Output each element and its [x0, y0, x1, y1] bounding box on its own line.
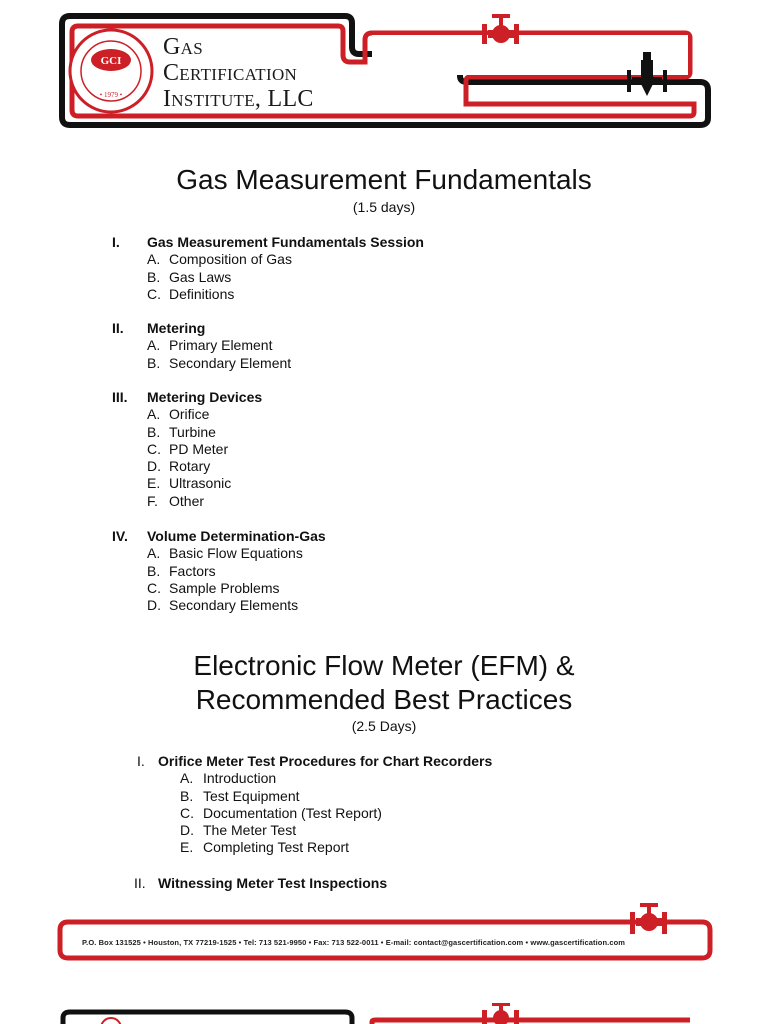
item-letter: D. [147, 597, 161, 614]
list-item: Composition of Gas [169, 251, 292, 268]
list-item: Sample Problems [169, 579, 280, 596]
footer-valve-icon [630, 903, 667, 934]
gci-seal-icon [70, 30, 152, 112]
company-name [163, 34, 314, 112]
footer-banner [0, 900, 768, 1024]
item-letter: B. [147, 354, 161, 371]
item-letter: E. [180, 839, 194, 856]
list-item: Secondary Elements [169, 597, 299, 614]
section-number: I. [112, 234, 120, 250]
course2-section-2 [134, 875, 387, 892]
course1-section-4 [112, 528, 326, 614]
course1-title: Gas Measurement Fundamentals [176, 164, 592, 195]
item-letter: A. [147, 545, 161, 562]
item-letter: C. [147, 440, 161, 457]
item-letter: D. [180, 822, 194, 839]
section-number: I. [137, 753, 145, 769]
list-item: Factors [169, 562, 216, 579]
course2-duration: (2.5 Days) [351, 718, 417, 734]
list-item: Primary Element [169, 337, 273, 354]
list-item: Gas Laws [169, 268, 232, 285]
item-letter: C. [147, 285, 161, 302]
item-letter: C. [180, 804, 194, 821]
section-title: Orifice Meter Test Procedures for Chart Recorders [158, 753, 493, 769]
item-letter: E. [147, 475, 161, 492]
item-letter: C. [147, 579, 161, 596]
item-letter: A. [147, 251, 161, 268]
list-item: Rotary [169, 458, 211, 475]
course2-title-line-1: Electronic Flow Meter (EFM) & [193, 650, 575, 681]
section-title: Witnessing Meter Test Inspections [158, 875, 388, 891]
item-letter: A. [147, 406, 161, 423]
course1-duration: (1.5 days) [352, 199, 416, 215]
section-title: Metering [147, 320, 206, 336]
list-item: Other [169, 492, 205, 509]
course1-section-2 [112, 320, 291, 372]
footer-contact: P.O. Box 131525 • Houston, TX 77219-1525 • Tel: 713 521-9950 • Fax: 713 522-0011 • E-mail: contact@gascertification.com • www.gascertification.com [82, 938, 626, 947]
list-item: Basic Flow Equations [169, 545, 303, 562]
section-number: II. [112, 320, 124, 336]
course2-section-1 [137, 753, 492, 857]
logo-line-2: Certification [163, 60, 298, 86]
section-number: IV. [112, 528, 128, 544]
svg-text:GCI: GCI [100, 55, 122, 67]
list-item: Secondary Element [169, 354, 292, 371]
list-item: Ultrasonic [169, 475, 232, 492]
item-letter: D. [147, 458, 161, 475]
list-item: PD Meter [169, 440, 229, 457]
item-letter: B. [147, 562, 161, 579]
section-title: Volume Determination-Gas [147, 528, 326, 544]
svg-text:• 1979 •: • 1979 • [99, 91, 123, 99]
list-item: Turbine [169, 423, 216, 440]
item-letter: A. [180, 770, 194, 787]
section-title: Gas Measurement Fundamentals Session [147, 234, 424, 250]
list-item: Completing Test Report [203, 839, 350, 856]
course1-section-3 [112, 389, 262, 510]
item-letter: B. [147, 268, 161, 285]
item-letter: B. [147, 423, 161, 440]
list-item: The Meter Test [203, 822, 297, 839]
logo-line-1: Gas [163, 34, 203, 60]
list-item: Test Equipment [203, 787, 300, 804]
header-banner [0, 0, 768, 135]
course1-section-1 [112, 234, 424, 303]
item-letter: B. [180, 787, 194, 804]
item-letter: F. [147, 492, 158, 509]
list-item: Documentation (Test Report) [203, 804, 382, 821]
section-title: Metering Devices [147, 389, 263, 405]
logo-line-3: Institute, LLC [163, 86, 314, 112]
section-number: III. [112, 389, 128, 405]
course2-title-line-2: Recommended Best Practices [195, 684, 573, 715]
list-item: Introduction [203, 770, 277, 787]
list-item: Definitions [169, 285, 235, 302]
list-item: Orifice [169, 406, 210, 423]
item-letter: A. [147, 337, 161, 354]
section-number: II. [134, 875, 146, 891]
